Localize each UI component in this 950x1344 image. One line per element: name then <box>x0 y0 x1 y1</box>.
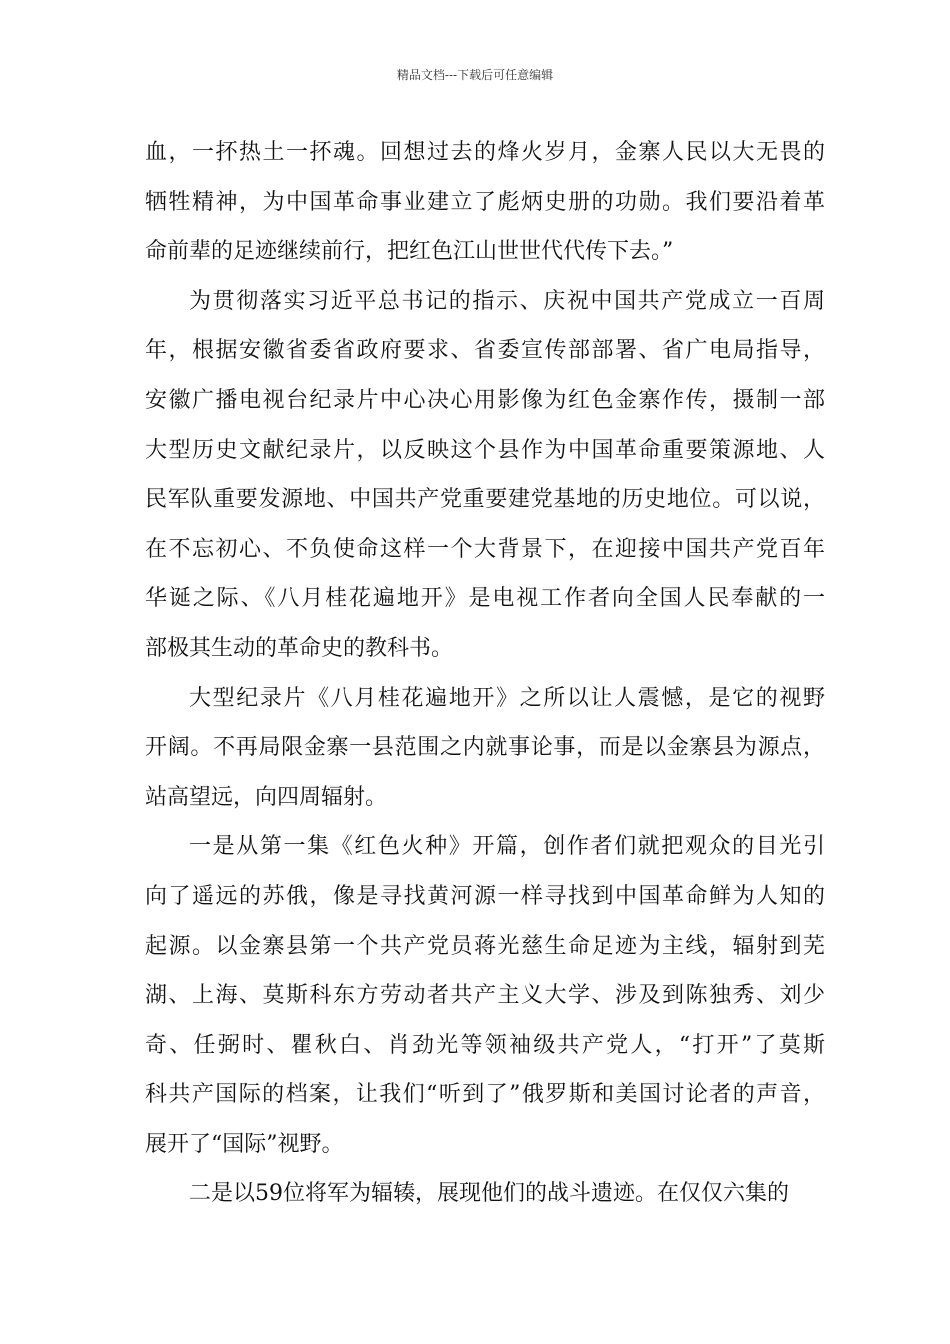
paragraph <box>145 277 825 674</box>
text-line: 大型历史文献纪录片，以反映这个县作为中国革命重要策源地、人 <box>145 437 825 463</box>
text-line: 科共产国际的档案，让我们“听到了”俄罗斯和美国讨论者的声音， <box>145 1082 825 1108</box>
text-line: 在不忘初心、不负使命这样一个大背景下，在迎接中国共产党百年 <box>145 536 825 562</box>
text-line: 牺牲精神，为中国革命事业建立了彪炳史册的功勋。我们要沿着革 <box>145 189 825 215</box>
document-body <box>145 128 825 1219</box>
text-line: 一是从第一集《红色火种》开篇，创作者们就把观众的目光引 <box>189 834 825 860</box>
text-line: 站高望远，向四周辐射。 <box>145 784 388 810</box>
paragraph <box>145 822 825 1169</box>
text-line: 部极其生动的革命史的教科书。 <box>145 635 454 661</box>
paragraph <box>145 128 825 277</box>
text-line: 命前辈的足迹继续前行，把红色江山世世代代传下去。” <box>145 239 674 265</box>
text-line: 起源。以金寨县第一个共产党员蒋光慈生命足迹为主线，辐射到芜 <box>145 933 825 959</box>
paragraph <box>145 1169 825 1219</box>
page-header: 精品文档---下载后可任意编辑 <box>396 68 554 82</box>
text-line: 血，一抔热土一抔魂。回想过去的烽火岁月，金寨人民以大无畏的 <box>145 140 825 165</box>
text-line: 湖、上海、莫斯科东方劳动者共产主义大学、涉及到陈独秀、刘少 <box>145 983 825 1009</box>
paragraph <box>145 674 825 823</box>
text-line: 展开了“国际”视野。 <box>145 1131 344 1157</box>
text-line: 开阔。不再局限金寨一县范围之内就事论事，而是以金寨县为源点， <box>145 735 825 761</box>
text-line: 华诞之际、《八月桂花遍地开》是电视工作者向全国人民奉献的一 <box>145 586 825 612</box>
text-line: 二是以59位将军为辐辏，展现他们的战斗遗迹。在仅仅六集的 <box>189 1181 789 1207</box>
text-line: 民军队重要发源地、中国共产党重要建党基地的历史地位。可以说， <box>145 487 825 513</box>
text-line: 奇、任弼时、瞿秋白、肖劲光等领袖级共产党人，“打开”了莫斯 <box>145 1032 825 1058</box>
text-line: 为贯彻落实习近平总书记的指示、庆祝中国共产党成立一百周 <box>189 288 825 314</box>
text-line: 大型纪录片《八月桂花遍地开》之所以让人震憾，是它的视野 <box>189 685 825 711</box>
text-line: 年，根据安徽省委省政府要求、省委宣传部部署、省广电局指导， <box>145 338 825 364</box>
text-line: 向了遥远的苏俄，像是寻找黄河源一样寻找到中国革命鲜为人知的 <box>145 883 825 909</box>
text-line: 安徽广播电视台纪录片中心决心用影像为红色金寨作传，摄制一部 <box>145 387 825 413</box>
